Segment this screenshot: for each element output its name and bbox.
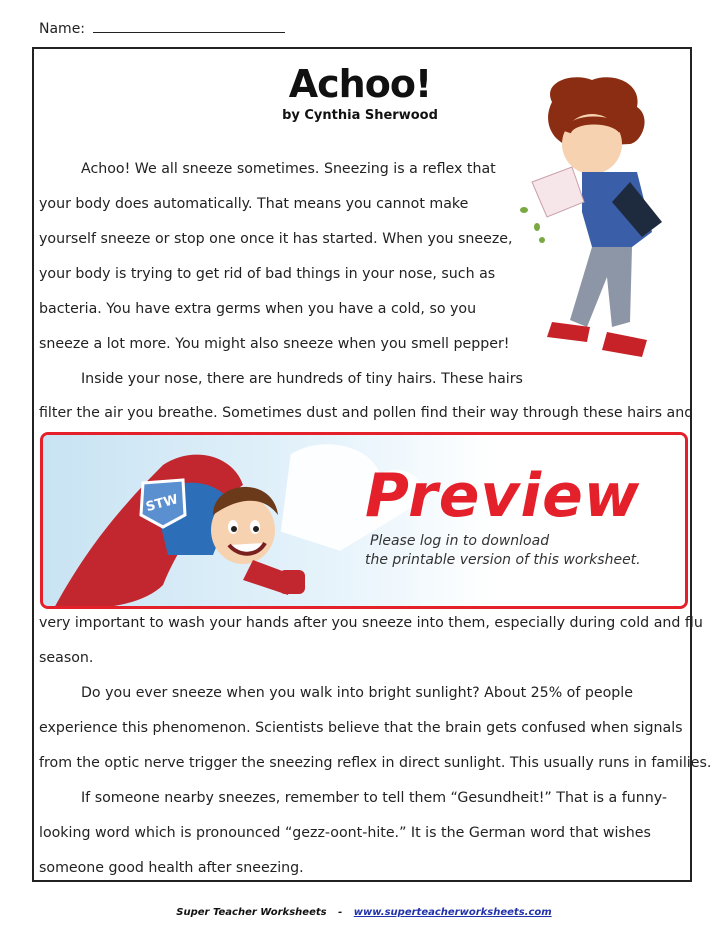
stw-badge-text: STW bbox=[144, 492, 180, 516]
story-line: sneeze a lot more. You might also sneeze when you smell pepper! bbox=[39, 336, 510, 352]
story-line: someone good health after sneezing. bbox=[39, 860, 304, 876]
footer-separator: - bbox=[338, 907, 343, 918]
name-label: Name: bbox=[39, 21, 86, 37]
story-line: filter the air you breathe. Sometimes dust and pollen find their way through these hairs and bbox=[39, 405, 694, 421]
superhero-mascot-icon bbox=[43, 435, 343, 609]
story-line: yourself sneeze or stop one once it has started. When you sneeze, bbox=[39, 231, 513, 247]
story-line: Do you ever sneeze when you walk into bright sunlight? About 25% of people bbox=[81, 685, 633, 701]
preview-printable-text: the printable version of this worksheet. bbox=[365, 552, 641, 568]
footer-url-link[interactable]: www.superteacherworksheets.com bbox=[353, 907, 552, 918]
preview-banner[interactable] bbox=[40, 432, 688, 609]
story-line: If someone nearby sneezes, remember to tell them “Gesundheit!” That is a funny- bbox=[81, 790, 667, 806]
name-blank-line bbox=[93, 21, 285, 33]
preview-title: Preview bbox=[365, 461, 641, 531]
footer-brand: Super Teacher Worksheets bbox=[176, 907, 327, 918]
preview-login-text: Please log in to download bbox=[370, 533, 550, 549]
author-byline: by Cynthia Sherwood bbox=[282, 108, 438, 123]
story-line: Achoo! We all sneeze sometimes. Sneezing is a reflex that bbox=[81, 161, 496, 177]
story-line: looking word which is pronounced “gezz-oont-hite.” It is the German word that wishes bbox=[39, 825, 651, 841]
story-line: experience this phenomenon. Scientists believe that the brain gets confused when signals bbox=[39, 720, 683, 736]
footer bbox=[0, 907, 728, 918]
sneezing-boy-illustration bbox=[512, 72, 682, 372]
story-line: bacteria. You have extra germs when you have a cold, so you bbox=[39, 301, 477, 317]
story-line: your body does automatically. That means you cannot make bbox=[39, 196, 469, 212]
worksheet-title: Achoo! bbox=[288, 62, 432, 106]
story-line: your body is trying to get rid of bad things in your nose, such as bbox=[39, 266, 496, 282]
story-line: Inside your nose, there are hundreds of tiny hairs. These hairs bbox=[81, 371, 523, 387]
story-line: very important to wash your hands after you sneeze into them, especially during cold and flu bbox=[39, 615, 703, 631]
story-line: season. bbox=[39, 650, 94, 666]
name-row bbox=[39, 21, 285, 37]
story-line: from the optic nerve trigger the sneezing reflex in direct sunlight. This usually runs in families. bbox=[39, 755, 712, 771]
